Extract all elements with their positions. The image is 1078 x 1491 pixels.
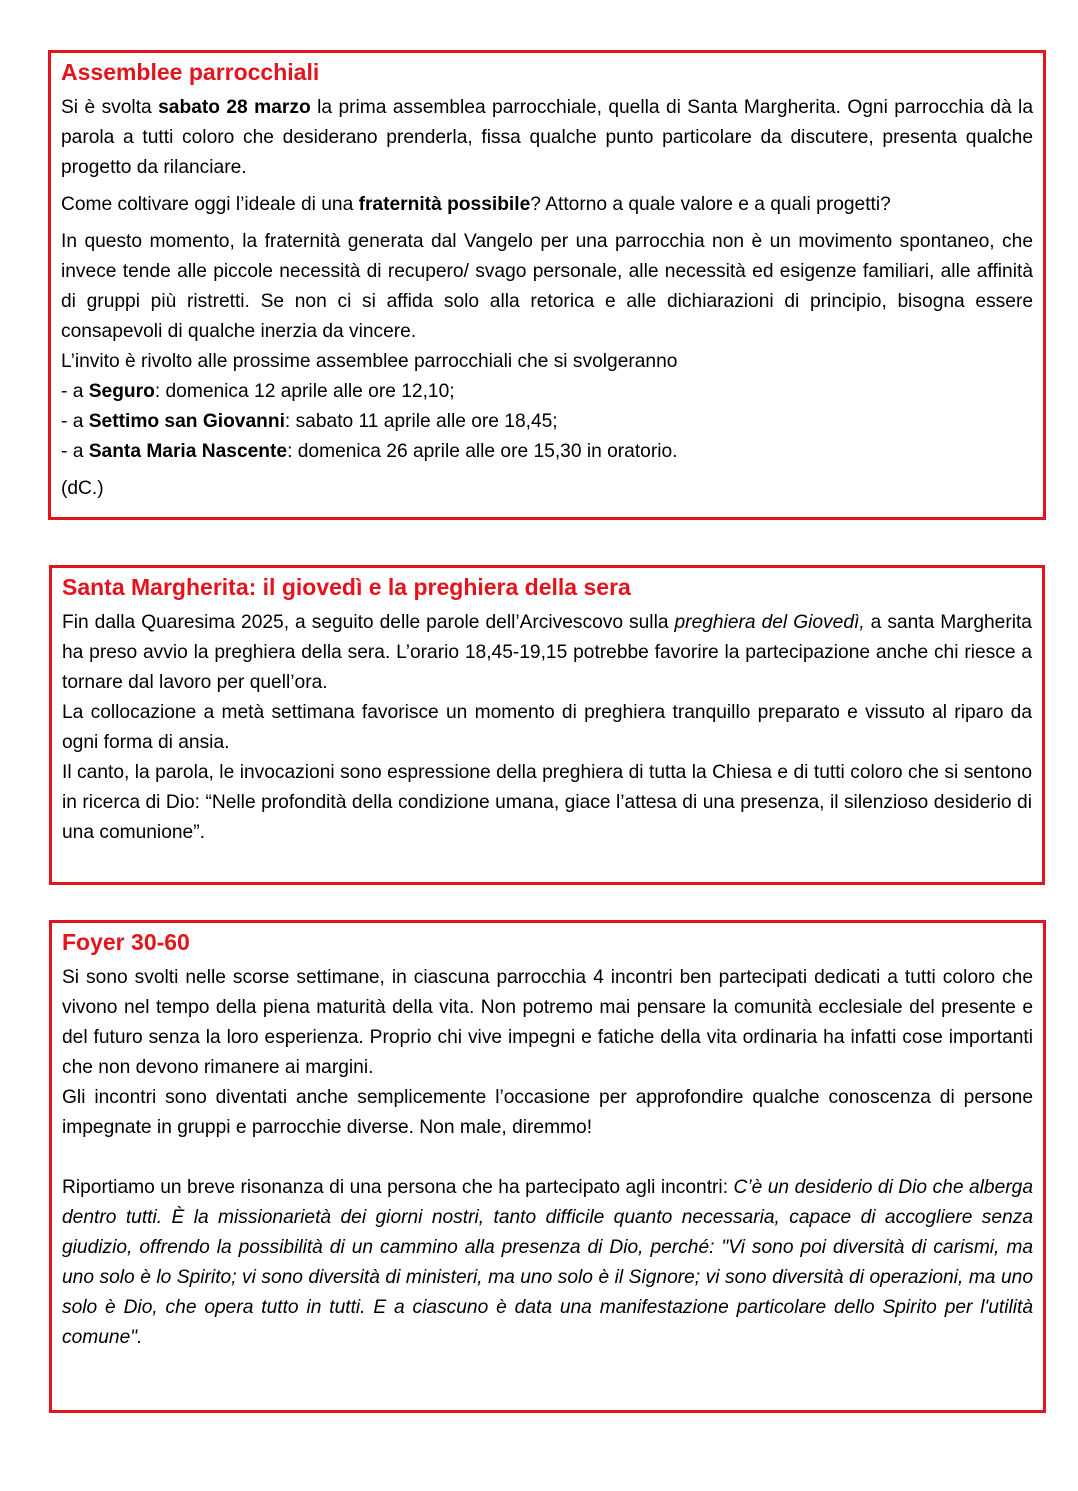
list-prefix: - a	[61, 411, 89, 432]
text-run: a santa Margherita ha preso avvio la preghiera della sera. L’orario 18,45-19,15 potrebbe favorire la partecipazione anche chi riesce a tornare dal lavoro per quell’ora.	[62, 612, 1032, 693]
section-title: Santa Margherita: il giovedì e la preghiera della sera	[62, 574, 631, 600]
italic-text: preghiera del Giovedì,	[674, 612, 865, 633]
paragraph: La collocazione a metà settimana favorisce un momento di preghiera tranquillo preparato e vissuto al riparo da ogni forma di ansia.	[62, 702, 1032, 753]
paragraph: Gli incontri sono diventati anche semplicemente l’occasione per approfondire qualche conoscenza di persone impegnate in gruppi e parrocchie diverse. Non male, diremmo!	[62, 1087, 1033, 1138]
list-prefix: - a	[61, 441, 89, 462]
text-run: Riportiamo un breve risonanza di una persona che ha partecipato agli incontri:	[62, 1177, 734, 1198]
list-item	[61, 407, 1033, 437]
text-run: Fin dalla Quaresima 2025, a seguito delle parole dell’Arcivescovo sulla	[62, 612, 675, 633]
text-run: Come coltivare oggi l’ideale di una	[61, 194, 359, 215]
text-run: la prima assemblea parrocchiale, quella di Santa Margherita. Ogni parrocchia dà la parola a tutti coloro che desiderano prenderla, fissa qualche punto particolare da discutere, presenta qualche progetto da rilanciare.	[61, 97, 1033, 178]
list-item	[61, 377, 1033, 407]
text-run: Si è svolta	[61, 97, 159, 118]
paragraph: Si sono svolti nelle scorse settimane, in ciascuna parrocchia 4 incontri ben partecipati dedicati a tutti coloro che vivono nel tempo della piena maturità della vita. Non potremo mai pensare la comunità ecclesiale del presente e del futuro senza la loro esperienza. Proprio chi vive impegni e fatiche della vita ordinaria ha infatti cose importanti che non devono rimanere ai margini.	[62, 967, 1033, 1078]
list-detail: : domenica 12 aprile alle ore 12,10;	[154, 381, 455, 402]
section-title: Foyer 30-60	[62, 929, 190, 955]
paragraph	[61, 93, 1033, 183]
paragraph: In questo momento, la fraternità generata dal Vangelo per una parrocchia non è un movimento spontaneo, che invece tende alle piccole necessità di recupero/ svago personale, alle necessità ed esigenze familiari, alle affinità di gruppi più ristretti. Se non ci si affida solo alla retorica e alle dichiarazioni di principio, bisogna essere consapevoli di qualche inerzia da vincere.	[61, 231, 1033, 342]
list-detail: : sabato 11 aprile alle ore 18,45;	[284, 411, 558, 432]
list-detail: : domenica 26 aprile alle ore 15,30 in oratorio.	[287, 441, 678, 462]
section-assemblee-parrocchiali	[48, 50, 1046, 520]
bold-text: sabato 28 marzo	[158, 97, 311, 118]
paragraph	[61, 190, 1033, 220]
place-name: Settimo san Giovanni	[88, 411, 285, 432]
list-item	[61, 437, 1033, 467]
section-santa-margherita	[49, 565, 1045, 885]
paragraph	[62, 1173, 1033, 1353]
list-prefix: - a	[61, 381, 89, 402]
section-foyer-30-60	[49, 920, 1046, 1413]
paragraph: Il canto, la parola, le invocazioni sono espressione della preghiera di tutta la Chiesa e di tutti coloro che si sentono in ricerca di Dio: “Nelle profondità della condizione umana, giace l’attesa di una presenza, il silenzioso desiderio di una comunione”.	[62, 762, 1032, 843]
section-title: Assemblee parrocchiali	[61, 59, 320, 85]
signature: (dC.)	[61, 478, 104, 499]
quote-italic: C’è un desiderio di Dio che alberga dentro tutti. È la missionarietà dei giorni nostri, tanto difficile quanto necessaria, capace di accogliere senza giudizio, offrendo la possibilità di un cammino alla presenza di Dio, perché: "Vi sono poi diversità di carismi, ma uno solo è lo Spirito; vi sono diversità di ministeri, ma uno solo è il Signore; vi sono diversità di operazioni, ma uno solo è Dio, che opera tutto in tutti. E a ciascuno è data una manifestazione particolare dello Spirito per l'utilità comune".	[62, 1177, 1033, 1348]
invite-line: L’invito è rivolto alle prossime assemblee parrocchiali che si svolgeranno	[61, 351, 678, 372]
bold-text: fraternità possibile	[358, 194, 531, 215]
paragraph	[62, 608, 1032, 698]
place-name: Seguro	[88, 381, 155, 402]
place-name: Santa Maria Nascente	[88, 441, 288, 462]
text-run: ? Attorno a quale valore e a quali progetti?	[530, 194, 891, 215]
